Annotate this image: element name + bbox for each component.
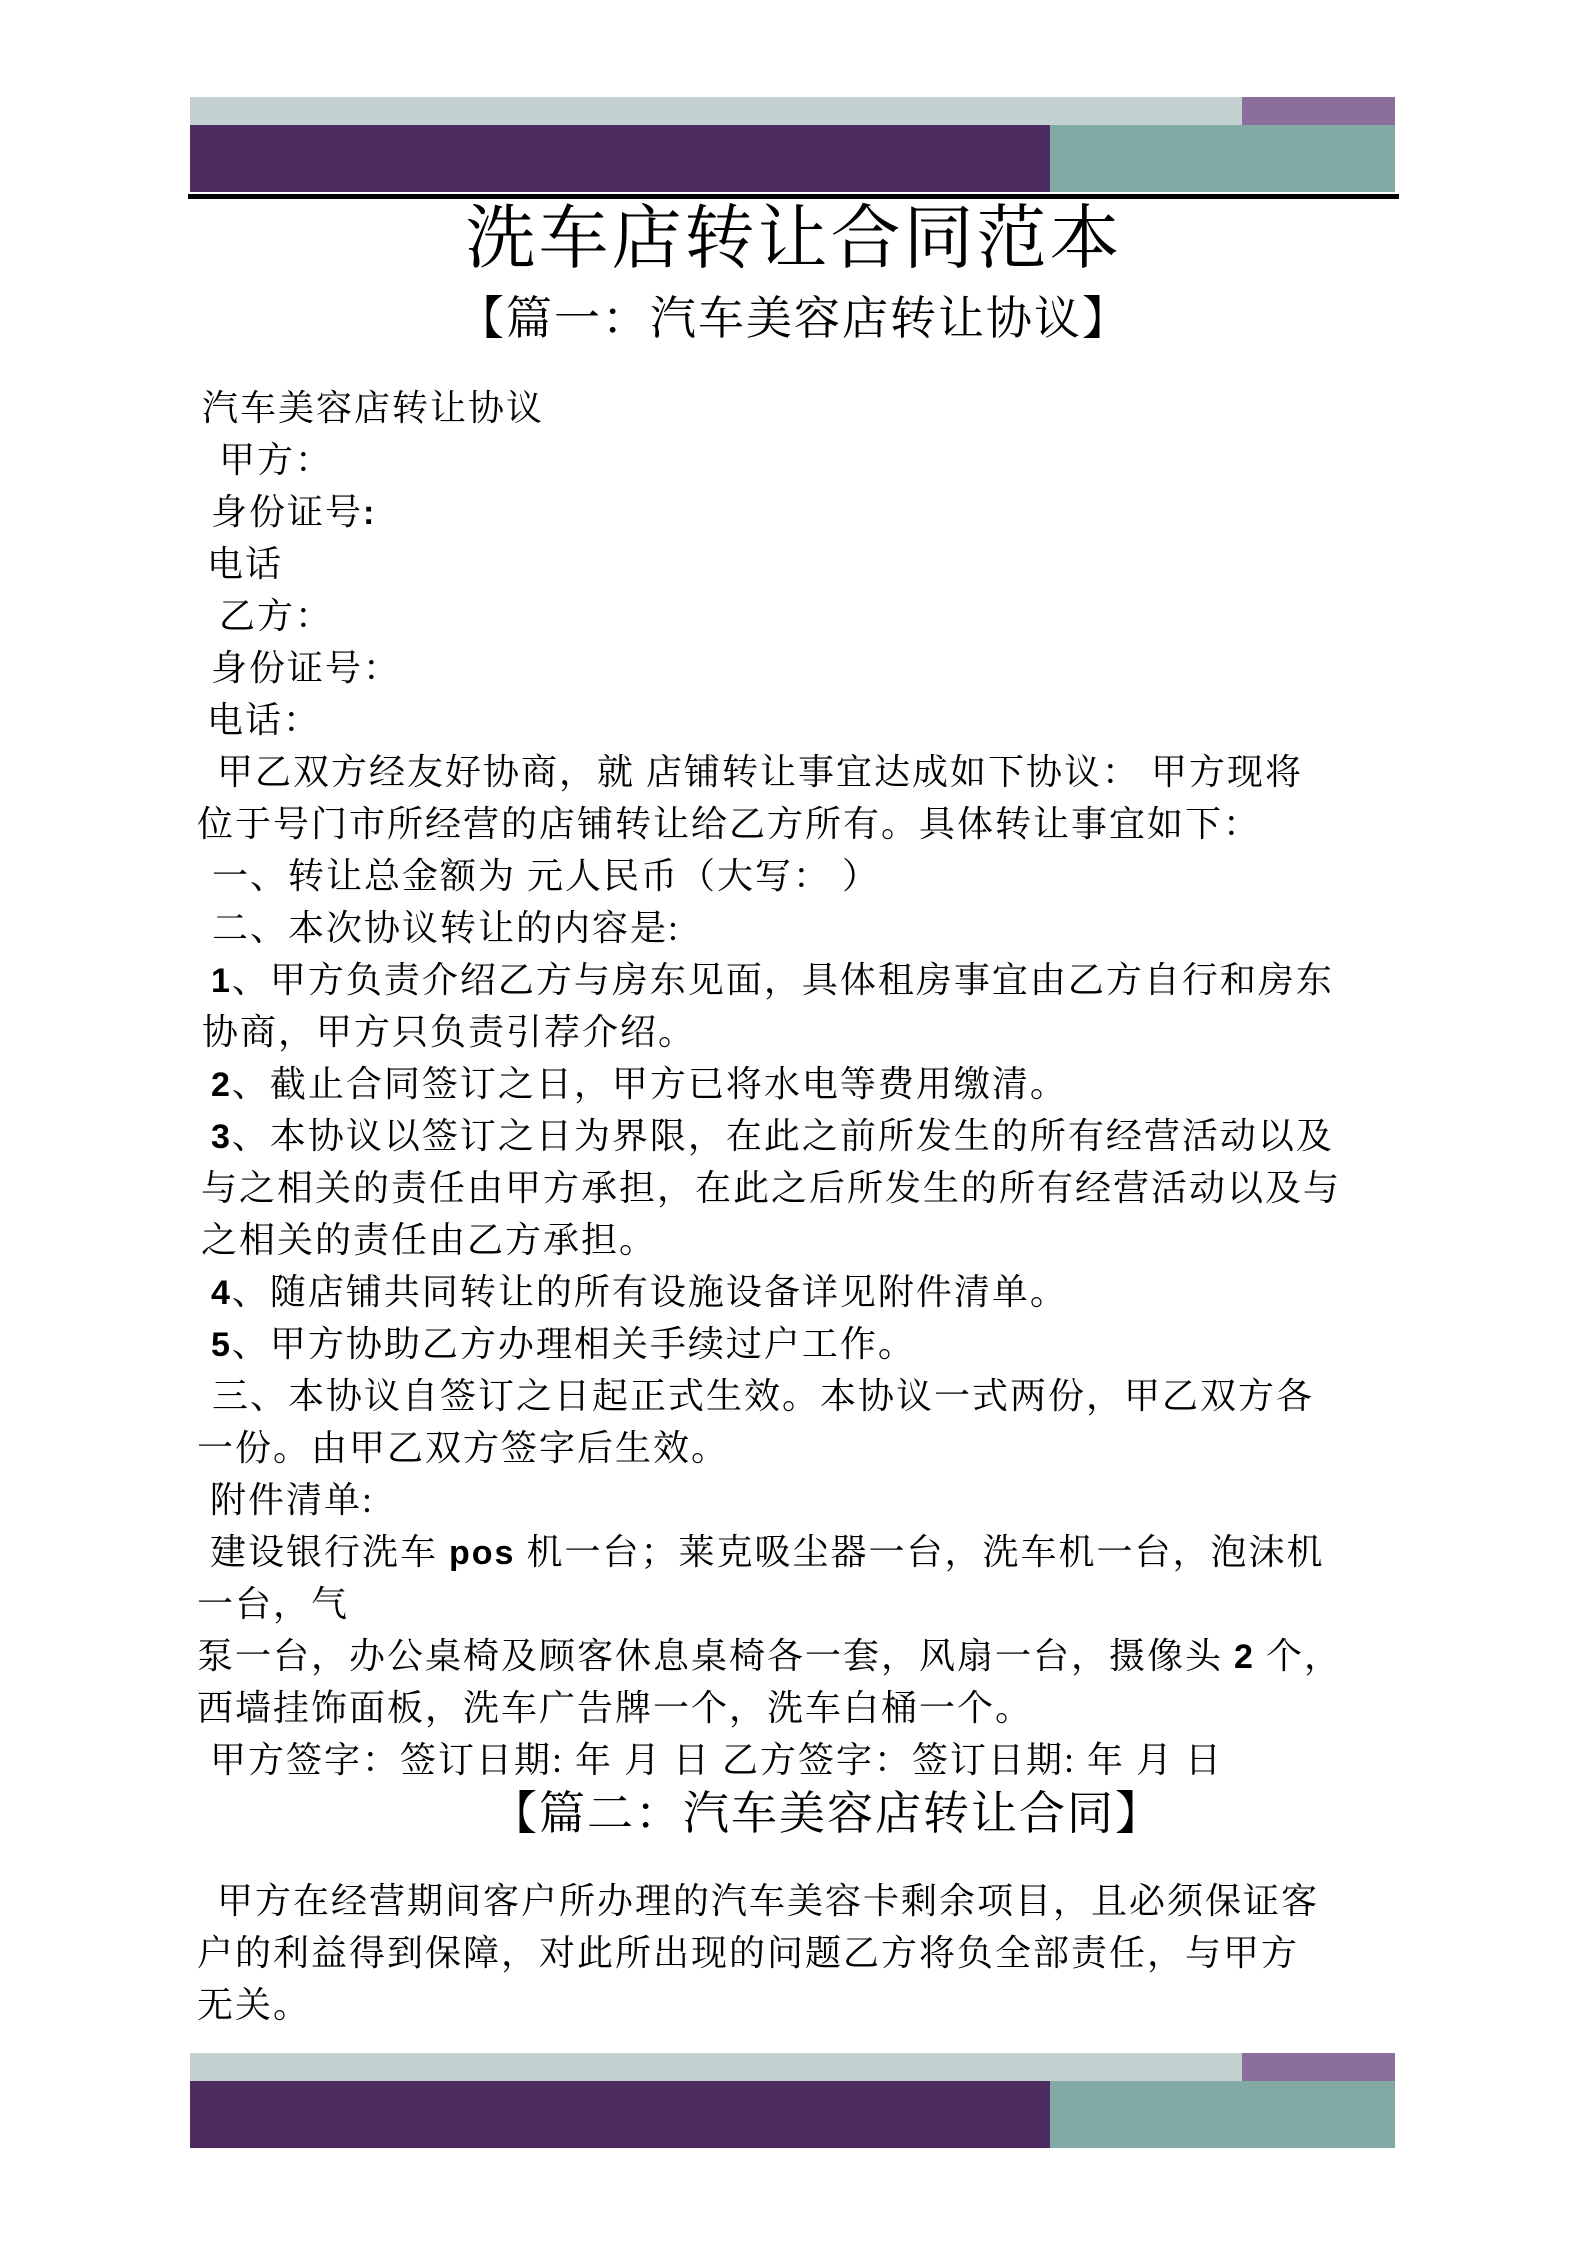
text-segment: 建设银行洗车 [210, 1532, 450, 1572]
bold-text-segment: 2 [1234, 1638, 1255, 1676]
text-segment: 西墙挂饰面板，洗车广告牌一个，洗车白桶一个。 [197, 1688, 1034, 1728]
text-line [207, 694, 1457, 746]
text-segment: 甲方在经营期间客户所办理的汽车美容卡剩余项目，且必须保证客 [217, 1881, 1320, 1921]
text-line [210, 1734, 1457, 1786]
text-segment: 协商，甲方只负责引荐介绍。 [202, 1012, 697, 1052]
text-line [197, 1979, 1457, 2031]
text-segment: 汽车美容店转让协议 [202, 388, 545, 428]
text-line [202, 1006, 1457, 1058]
text-line [212, 902, 1457, 954]
text-segment: 个， [1254, 1636, 1342, 1676]
text-line [211, 1318, 1457, 1370]
bold-text-segment: 1 [211, 962, 232, 1000]
bold-text-segment: pos [449, 1534, 516, 1572]
section2-heading: 【篇二：汽车美容店转让合同】 [491, 1788, 1163, 1839]
section1-lines [197, 382, 1457, 1786]
text-segment: 三、本协议自签订之日起正式生效。本协议一式两份，甲乙双方各 [212, 1376, 1315, 1416]
footer-accent-bar-dark-purple [190, 2081, 1050, 2148]
section1-heading: 【篇一：汽车美容店转让协议】 [458, 293, 1130, 344]
text-segment: 无关。 [197, 1985, 312, 2025]
bold-text-segment: 5 [211, 1326, 232, 1364]
text-line [197, 798, 1457, 850]
text-line [212, 850, 1457, 902]
text-segment: 甲乙双方经友好协商，就 店铺转让事宜达成如下协议： 甲方现将 [217, 752, 1304, 792]
text-line [212, 1370, 1457, 1422]
text-segment: 与之相关的责任由甲方承担，在此之后所发生的所有经营活动以及与 [201, 1168, 1342, 1208]
footer-accent-block-purple [1242, 2053, 1395, 2081]
text-line [217, 1875, 1457, 1927]
text-segment: 、甲方协助乙方办理相关手续过户工作。 [231, 1324, 916, 1364]
text-segment: 甲方签字：签订日期: 年 月 日 乙方签字：签订日期: 年 月 日 [210, 1740, 1224, 1780]
text-line [201, 1214, 1457, 1266]
text-segment: 一、转让总金额为 元人民币（大写： ） [212, 856, 881, 896]
header-rule [188, 194, 1399, 199]
header-accent-block-purple [1242, 97, 1395, 125]
document-title: 洗车店转让合同范本 [465, 201, 1123, 278]
text-segment: 、本协议以签订之日为界限，在此之前所发生的所有经营活动以及 [231, 1116, 1334, 1156]
text-segment: 乙方： [219, 596, 334, 636]
text-line [202, 382, 1457, 434]
bold-text-segment: : [363, 494, 377, 532]
document-body [197, 382, 1457, 2031]
section2-lines [197, 1875, 1457, 2031]
footer-accent-bar-light-teal [190, 2053, 1242, 2081]
text-line [197, 1927, 1457, 1979]
text-segment: 、随店铺共同转让的所有设施设备详见附件清单。 [231, 1272, 1068, 1312]
text-line [207, 538, 1457, 590]
text-segment: 一份。由甲乙双方签字后生效。 [197, 1428, 730, 1468]
header-accent-bar-dark-purple [190, 125, 1050, 192]
text-segment: 一台，气 [197, 1584, 350, 1624]
text-segment: 户的利益得到保障，对此所出现的问题乙方将负全部责任，与甲方 [197, 1933, 1300, 1973]
text-line [211, 1058, 1457, 1110]
text-line [211, 1266, 1457, 1318]
text-line [197, 1422, 1457, 1474]
text-line [210, 1474, 1457, 1526]
header-accent-block-teal [1050, 125, 1395, 192]
header-accent-bar-light-teal [190, 97, 1242, 125]
text-line [197, 1578, 1457, 1630]
text-segment: 、甲方负责介绍乙方与房东见面，具体租房事宜由乙方自行和房东 [231, 960, 1334, 1000]
bold-text-segment: 3 [211, 1118, 232, 1156]
bold-text-segment: 2 [211, 1066, 232, 1104]
text-line [211, 1110, 1457, 1162]
text-segment: 机一台；莱克吸尘器一台，洗车机一台，泡沫机 [515, 1532, 1325, 1572]
text-segment: 电话 [207, 544, 284, 584]
text-segment: 之相关的责任由乙方承担。 [201, 1220, 658, 1260]
text-segment: 位于号门市所经营的店铺转让给乙方所有。具体转让事宜如下： [197, 804, 1262, 844]
bold-text-segment: 4 [211, 1274, 232, 1312]
text-segment: 附件清单: [210, 1480, 375, 1520]
text-line [211, 642, 1457, 694]
text-segment: 甲方： [219, 440, 334, 480]
text-line [197, 1682, 1457, 1734]
text-line [201, 1162, 1457, 1214]
text-line [210, 1526, 1457, 1578]
text-line [219, 434, 1457, 486]
text-line [217, 746, 1457, 798]
footer-accent-block-teal [1050, 2081, 1395, 2148]
text-segment: 、截止合同签订之日，甲方已将水电等费用缴清。 [231, 1064, 1068, 1104]
text-line [211, 486, 1457, 538]
text-segment: 身份证号 [211, 492, 364, 532]
text-line [211, 954, 1457, 1006]
text-segment: 二、本次协议转让的内容是: [212, 908, 681, 948]
text-line [197, 1630, 1457, 1682]
text-segment: 身份证号： [211, 648, 402, 688]
text-segment: 电话： [207, 700, 322, 740]
text-line [219, 590, 1457, 642]
text-segment: 泵一台，办公桌椅及顾客休息桌椅各一套，风扇一台，摄像头 [197, 1636, 1235, 1676]
